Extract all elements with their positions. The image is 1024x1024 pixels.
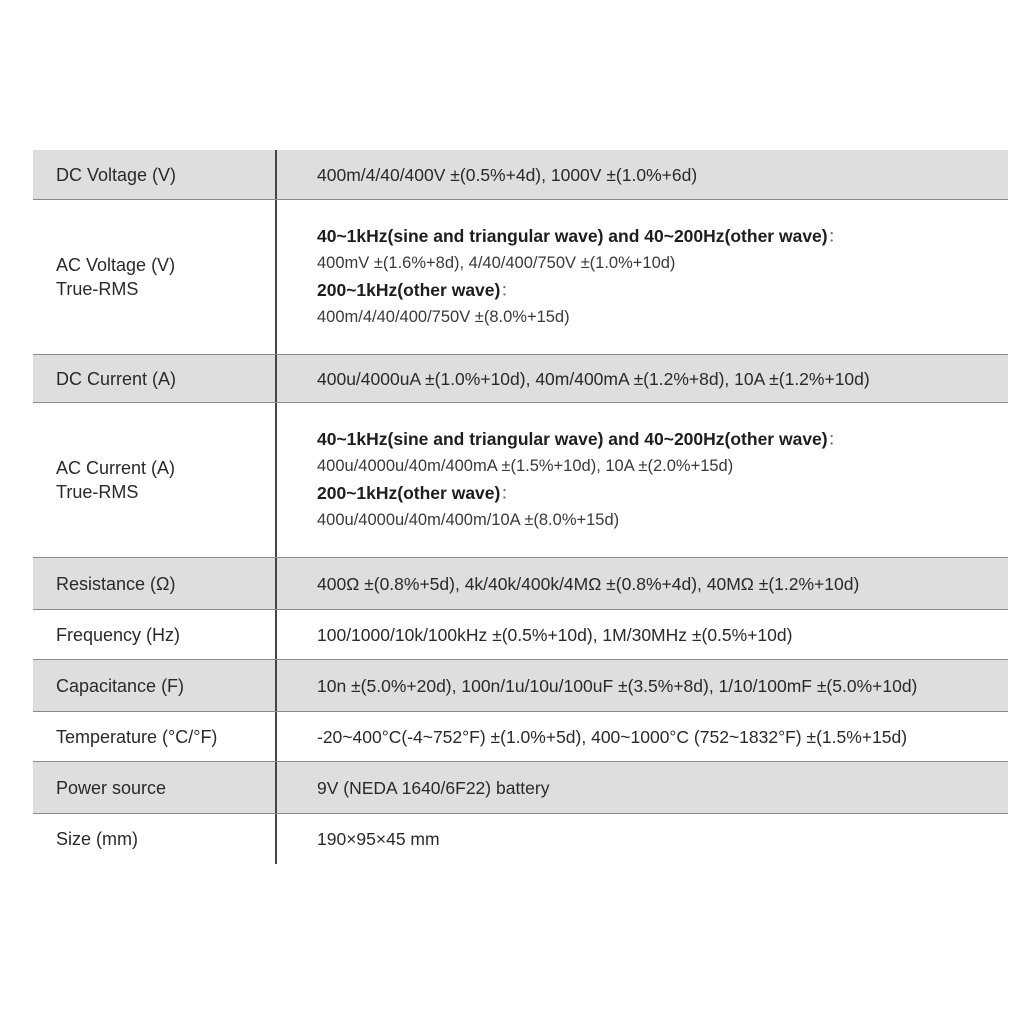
- range-spec: 400m/4/40/400/750V ±(8.0%+15d): [317, 308, 570, 326]
- heading-colon: ：: [500, 483, 518, 503]
- range-spec: 400u/4000u/40m/400m/10A ±(8.0%+15d): [317, 511, 620, 529]
- row-label: [33, 762, 277, 813]
- label-text: Frequency (Hz): [56, 624, 181, 645]
- label-text: AC Voltage (V): [56, 255, 176, 275]
- label-subtext: True-RMS: [56, 279, 139, 299]
- row-value: [277, 558, 1008, 609]
- row-label: [33, 150, 277, 199]
- row-value: [277, 712, 1008, 761]
- label-text: Resistance (Ω): [56, 573, 176, 594]
- row-value: [277, 660, 1008, 711]
- table-row: [33, 610, 1008, 660]
- value-text: -20~400°C(-4~752°F) ±(1.0%+5d), 400~1000°C (752~1832°F) ±(1.5%+15d): [317, 726, 908, 747]
- label-text: AC Current (A): [56, 458, 176, 478]
- label-text: Size (mm): [56, 829, 138, 849]
- label-subtext: True-RMS: [56, 482, 139, 502]
- row-value: [277, 200, 1008, 354]
- value-text: 400m/4/40/400V ±(0.5%+4d), 1000V ±(1.0%+6d): [317, 164, 698, 185]
- row-value: [277, 403, 1008, 557]
- range-heading-text: 40~1kHz(sine and triangular wave) and 40~200Hz(other wave): [317, 429, 828, 449]
- row-value: [277, 610, 1008, 659]
- table-row: [33, 762, 1008, 814]
- row-label: [33, 660, 277, 711]
- row-label: [33, 558, 277, 609]
- row-label: [33, 200, 277, 354]
- heading-colon: ：: [500, 280, 518, 300]
- heading-colon: ：: [827, 226, 846, 246]
- value-text: 190×95×45 mm: [317, 829, 440, 849]
- range-heading-text: 40~1kHz(sine and triangular wave) and 40~200Hz(other wave): [317, 226, 828, 246]
- value-text: 9V (NEDA 1640/6F22) battery: [317, 777, 550, 798]
- heading-colon: ：: [827, 429, 846, 449]
- row-label: [33, 355, 277, 402]
- range-heading: [317, 277, 1008, 304]
- range-heading-text: 200~1kHz(other wave): [317, 280, 501, 300]
- row-label: [33, 610, 277, 659]
- label-text: DC Voltage (V): [56, 164, 177, 185]
- range-heading: [317, 426, 1008, 453]
- table-row: [33, 660, 1008, 712]
- label-text: Capacitance (F): [56, 675, 185, 696]
- range-heading-text: 200~1kHz(other wave): [317, 483, 501, 503]
- range-heading: [317, 223, 1008, 250]
- table-row: [33, 200, 1008, 355]
- row-value: [277, 355, 1008, 402]
- table-row: [33, 558, 1008, 610]
- table-row: [33, 150, 1008, 200]
- spec-table: [33, 150, 1008, 864]
- row-label: [33, 814, 277, 864]
- range-spec: 400mV ±(1.6%+8d), 4/40/400/750V ±(1.0%+10d): [317, 254, 676, 272]
- table-row: [33, 814, 1008, 864]
- row-value: [277, 150, 1008, 199]
- row-label: [33, 712, 277, 761]
- label-text: Power source: [56, 777, 167, 798]
- label-text: DC Current (A): [56, 368, 177, 389]
- range-heading: [317, 480, 1008, 507]
- table-row: [33, 712, 1008, 762]
- value-text: 10n ±(5.0%+20d), 100n/1u/10u/100uF ±(3.5%+8d), 1/10/100mF ±(5.0%+10d): [317, 675, 918, 696]
- row-value: [277, 814, 1008, 864]
- table-row: [33, 403, 1008, 558]
- table-row: [33, 355, 1008, 403]
- value-text: 400u/4000uA ±(1.0%+10d), 40m/400mA ±(1.2%+8d), 10A ±(1.2%+10d): [317, 368, 870, 389]
- row-label: [33, 403, 277, 557]
- row-value: [277, 762, 1008, 813]
- range-spec: 400u/4000u/40m/400mA ±(1.5%+10d), 10A ±(2.0%+15d): [317, 457, 734, 475]
- label-text: Temperature (°C/°F): [56, 726, 218, 747]
- value-text: 400Ω ±(0.8%+5d), 4k/40k/400k/4MΩ ±(0.8%+4d), 40MΩ ±(1.2%+10d): [317, 573, 860, 594]
- value-text: 100/1000/10k/100kHz ±(0.5%+10d), 1M/30MHz ±(0.5%+10d): [317, 624, 793, 645]
